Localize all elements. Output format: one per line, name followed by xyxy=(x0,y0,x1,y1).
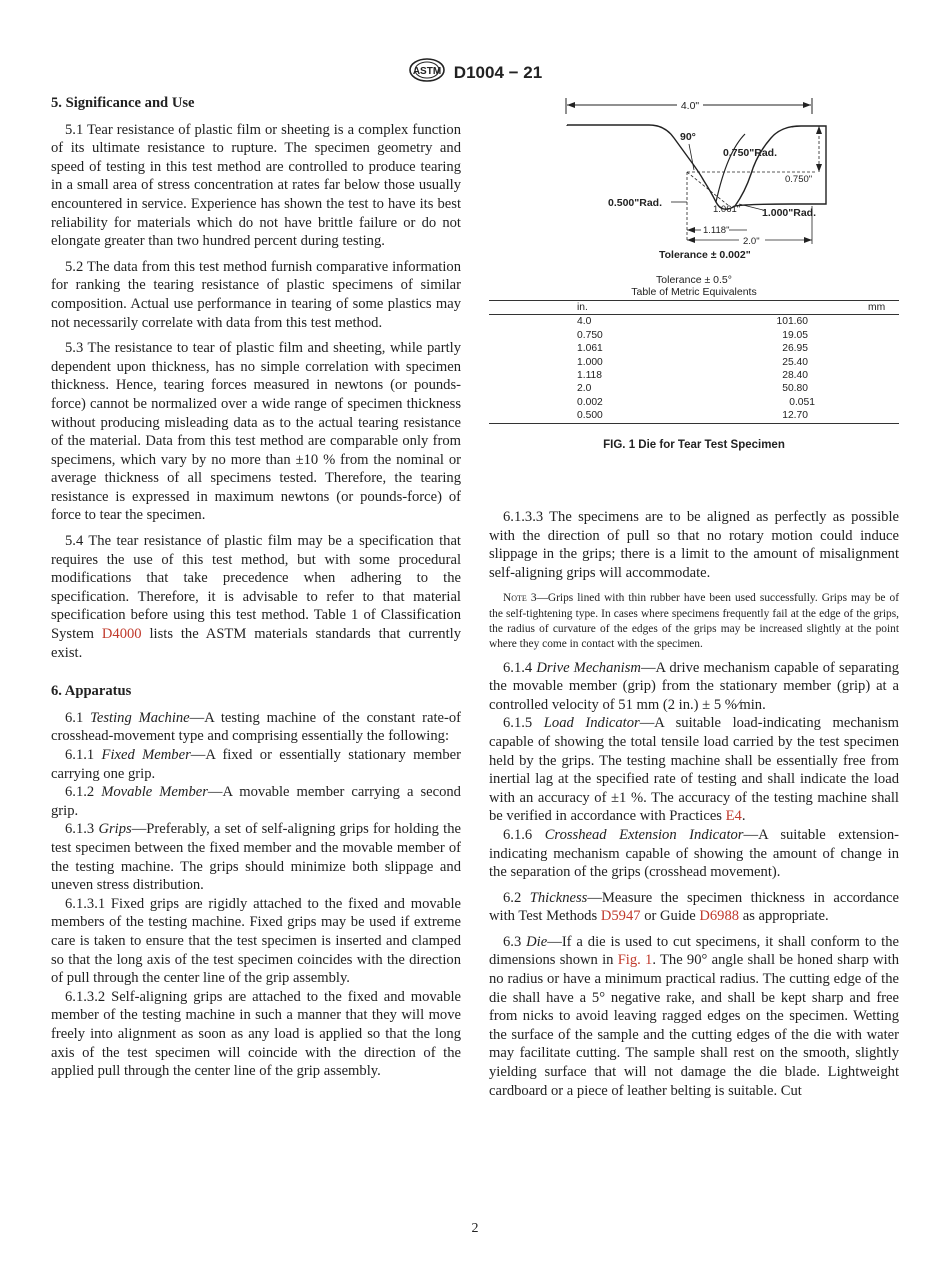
link-d5947[interactable]: D5947 xyxy=(600,908,641,925)
tolerance-degrees: Tolerance ± 0.5° xyxy=(656,274,732,286)
para-6-3: 6.3 Die—If a die is used to cut specimens, it shall conform to the dimensions shown in Fig. 1. The 90° angle shall be honed sharp with no radius or have a minimum practical radius. The cutting edge of the die shall have a 5° negative rake, and shall be kept sharp and free from nicks to avoid leaving ragged edges on the specimen. Wetting the surface of the sample and the cutting edges of the die with water may facilitate cutting. The sample shall rest on the smooth, slightly yielding surface that will not damage the die blade. Lightweight cardboard or a piece of leather belting is suitable. Cut xyxy=(489,933,900,1099)
figure-caption: FIG. 1 Die for Tear Test Specimen xyxy=(603,438,785,451)
table-caption: Table of Metric Equivalents xyxy=(631,286,757,298)
para-5-3: 5.3 The resistance to tear of plastic film and sheeting, while partly dependent upon thickness, has no simple correlation with specimen thickness. Hence, tearing forces measured in newtons (or pounds-force) cannot be normalized over a wide range of specimen thickness without producing misleading data as to the actual tearing resistance of the material. Data from this test method are comparable only from specimens, which vary by no more than ±10 % from the nominal or average thickness of all specimens tested. Therefore, the tearing resistance is expressed in maximum newtons (or pounds-force) of force to tear the specimen. xyxy=(51,340,461,524)
para-6-1-3-3: 6.1.3.3 The specimens are to be aligned as perfectly as possible with the direction of pull so that no rotary motion could induce slippage in the grips; there is a limit to the amount of misalignment self-aligning grips will accommodate. xyxy=(489,509,899,581)
metric-table xyxy=(489,300,899,424)
table-row: 0.750 19.05 xyxy=(577,329,808,341)
header-in: in. xyxy=(577,302,588,313)
header-mm: mm xyxy=(868,302,886,313)
table-row: 2.0 50.80 xyxy=(577,383,808,395)
left-column xyxy=(51,94,461,1081)
dim-0750: 0.750" xyxy=(785,174,813,185)
para-6-1-3: 6.1.3 Grips—Preferably, a set of self-aligning grips for holding the test specimen between the fixed member and the movable member of the testing machine. The grips should minimize both slippage and uneven stress distribution. xyxy=(51,821,461,894)
page-header xyxy=(0,58,950,87)
para-6-1-2: 6.1.2 Movable Member—A movable member carrying a second grip. xyxy=(51,784,461,819)
note-3: Note 3—Grips lined with thin rubber have been used successfully. Grips may be of the self-tightening type. In cases where specimens frequently fail at the edge of the grips, the radius of curvature of the edges of the grips may be increased slightly at the point where they come in contact with the specimen. xyxy=(489,592,899,651)
label-1000-rad: 1.000"Rad. xyxy=(762,207,817,219)
table-row: 1.118 28.40 xyxy=(577,370,808,382)
figure-1 xyxy=(489,92,899,451)
para-6-1-1: 6.1.1 Fixed Member—A fixed or essentially stationary member carrying one grip. xyxy=(51,747,461,782)
para-6-1-4: 6.1.4 Drive Mechanism—A drive mechanism capable of separating the movable member (grip) from the stationary member (grip) at a controlled velocity of 51 mm (2 in.) ± 5 %⁄min. xyxy=(489,659,899,713)
para-6-1-3-1: 6.1.3.1 Fixed grips are rigidly attached to the fixed and movable members of the testing machine. Fixed grips may be used if extreme care is taken to ensure that the test specimen is inserted and clamped so that the long axis of the test specimen coincides with the direction of pull through the center line of the grip assembly. xyxy=(51,895,461,987)
label-0500-rad: 0.500"Rad. xyxy=(608,197,663,209)
dim-4-0: 4.0" xyxy=(680,100,700,112)
table-row: 0.002 0.051 xyxy=(577,396,815,408)
dim-1061: 1.061" xyxy=(713,204,741,215)
tolerance-inches: Tolerance ± 0.002" xyxy=(659,249,751,261)
section-5-title: 5. Significance and Use xyxy=(51,95,195,111)
link-d4000[interactable]: D4000 xyxy=(101,626,142,643)
table-header-row xyxy=(489,301,899,315)
para-5-4: 5.4 The tear resistance of plastic film may be a specification that requires the use of this test method, but with some procedural modifications that take precedence when adhering to the specification. Therefore, it is advisable to refer to that material specification before using this test method. Table 1 of Classification System D4000 lists the ASTM materials standards that currently exist. xyxy=(51,533,462,661)
die-curve-right xyxy=(716,134,745,202)
astm-logo-icon xyxy=(408,58,446,87)
die-outline xyxy=(567,125,826,209)
label-0750-rad: 0.750"Rad. xyxy=(723,147,778,159)
right-column xyxy=(489,508,899,1100)
para-6-2: 6.2 Thickness—Measure the specimen thickness in accordance with Test Methods D5947 or Guide D6988 as appropriate. xyxy=(489,889,899,925)
svg-text:ASTM: ASTM xyxy=(412,66,441,77)
table-row: 0.500 12.70 xyxy=(577,410,808,422)
die-diagram xyxy=(489,92,899,272)
document-code: D1004 − 21 xyxy=(453,62,543,82)
para-5-2: 5.2 The data from this test method furnish comparative information for ranking the tearing resistance of plastic specimens of similar composition. Actual use performance in tearing of some plastics may not necessarily correlate with data from this test method. xyxy=(51,258,461,331)
link-d6988[interactable]: D6988 xyxy=(699,908,740,925)
dim-2-0: 2.0" xyxy=(743,236,760,247)
page-number: 2 xyxy=(471,1221,479,1236)
para-5-1: 5.1 Tear resistance of plastic film or sheeting is a complex function of its ultimate resistance to rupture. The specimen geometry and speed of testing in this test method are controlled to produce tearing in a small area of stress concentration at rates far below those usually encountered in service. Experience has shown the test to have its best reliability for materials which do not have brittle failure or do not elongate greater than two hundred percent during testing. xyxy=(51,121,461,250)
section-6-title: 6. Apparatus xyxy=(51,683,132,700)
link-e4[interactable]: E4 xyxy=(725,808,742,825)
table-row: 4.0 101.60 xyxy=(577,316,808,328)
para-6-1-5: 6.1.5 Load Indicator—A suitable load-indicating mechanism capable of showing the total tensile load carried by the test specimen held by the grips. The testing machine shall be essentially free from inertial lag at the specified rate of testing and shall indicate the load with an accuracy of ±1 %. The accuracy of the testing machine shall be verified in accordance with Practices E4. xyxy=(489,715,899,825)
dim-1118: 1.118" xyxy=(703,225,730,236)
label-90-deg: 90° xyxy=(680,131,696,143)
para-6-1-3-2: 6.1.3.2 Self-aligning grips are attached to the fixed and movable member of the testing machine in such a manner that they will move freely into alignment as soon as any load is applied so that the long axis of the test specimen will coincide with the direction of the applied pull through the center line of the grip assembly. xyxy=(51,988,461,1080)
para-6-1-6: 6.1.6 Crosshead Extension Indicator—A suitable extension-indicating mechanism capable of showing the amount of change in the separation of the grips (crosshead movement). xyxy=(489,826,900,881)
para-6-1: 6.1 Testing Machine—A testing machine of the constant rate-of crosshead-movement type and comprising essentially the following: xyxy=(51,709,462,745)
table-row: 1.061 26.95 xyxy=(577,343,808,355)
link-fig-1[interactable]: Fig. 1 xyxy=(617,952,653,969)
table-row: 1.000 25.40 xyxy=(577,356,808,368)
